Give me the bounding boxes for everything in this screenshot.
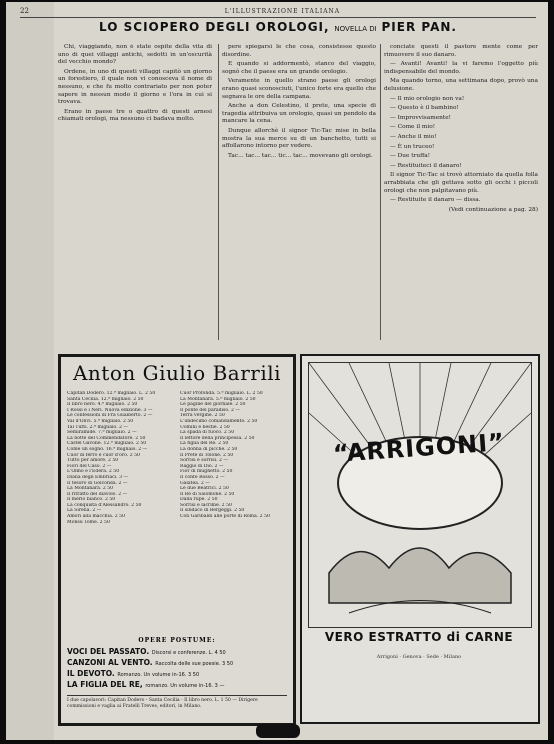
article-paragraph: Ma quando torno, una settimana dopo, provò una delusione.: [384, 78, 538, 92]
article-paragraph: — Restituite il danaro — dissa.: [390, 197, 481, 204]
article-paragraph: Chi, viaggiando, non è state ospite della vita di uno di quei villaggi antichi, sedotti in un'oscurità del vecchio mondo?: [58, 44, 212, 66]
posthumous-work: [67, 669, 287, 680]
article-author: PIER PAN.: [381, 20, 457, 34]
book-list-item: Raggio di Dio. 2 —: [180, 463, 224, 469]
arrigoni-tagline: VERO ESTRATTO di CARNE: [324, 630, 514, 644]
book-list-item: Fior di mughetto. 2 50: [180, 469, 233, 475]
page-left-margin: [6, 2, 54, 740]
article-paragraph: pere spiegarsi le che cosa, consistesse questo disordine.: [222, 44, 376, 58]
book-list-item: Santa Cecilia. 12.ª migliaio. 2 50: [67, 396, 144, 402]
article-paragraph: — Come il mio!: [390, 124, 436, 131]
posthumous-work: [67, 647, 287, 658]
article-column-3: [384, 44, 538, 344]
newspaper-page: [6, 2, 548, 740]
book-list-item: La spada di fuoco. 2 50: [180, 430, 235, 436]
article-paragraph: Dunque allorchè il signor Tic-Tac mise in bella mostra la sua merce su di un banchetto, tutti si affollarono intorno per vedere.: [222, 127, 376, 150]
book-list-item: Dalla rupe. 2 50: [180, 497, 218, 503]
barrili-list-column-1: [67, 391, 174, 635]
book-list-item: Le due Beatrici. 2 50: [180, 486, 229, 492]
article-paragraph: Veramente in quello strano paese gli orologi erano quasi sconosciuti, l'unico forte era quello che segnava le ore della campana.: [222, 78, 376, 100]
book-list-item: Il ritratto del diavolo. 2 —: [67, 491, 128, 497]
running-head: [20, 5, 536, 18]
book-list-item: Tutto per amore. 2 50: [67, 458, 119, 464]
book-list-item: La notte del Commendatore. 2 50: [67, 435, 146, 441]
posthumous-work: [67, 680, 287, 691]
article-paragraph: Erano in paese tre o quattro di questi arnesi chiamati orologi, ma nessuno ci badava molto.: [58, 108, 212, 123]
barrili-list-column-2: [180, 391, 287, 635]
article-columns: [58, 44, 536, 344]
barrili-ad-title: Anton Giulio Barrili: [72, 361, 282, 385]
work-title: CANZONI AL VENTO.: [67, 658, 156, 667]
publication-title: L'ILLUSTRAZIONE ITALIANA: [224, 7, 341, 15]
binding-mark: [256, 724, 300, 738]
book-list-item: Cuor Profonda. 5.ª migliaio. L. 2 50: [180, 391, 263, 396]
book-list-item: La Montanara. 5.ª migliaio. 2 50: [180, 396, 256, 402]
arrigoni-brand: “ARRIGONI”: [332, 428, 506, 468]
opere-postume-label: OPERE POSTUME:: [138, 637, 216, 644]
book-list-item: La donna di picche. 2 50: [180, 446, 238, 452]
book-list-item: Sorrisi e lacrime. 2 50: [180, 502, 232, 508]
barrili-book-list: [67, 391, 287, 635]
book-list-item: La Montanara. 2 50: [67, 486, 114, 492]
arrigoni-advertisement: [300, 354, 540, 724]
work-title: LA FIGLIA DEL RE,: [67, 680, 146, 689]
book-list-item: Il merlo bianco. 2 50: [67, 497, 116, 503]
book-list-item: Monsù Tomè. 2 50: [67, 519, 110, 525]
book-list-item: La Sirena. 2 —: [67, 508, 102, 514]
page-number: 22: [20, 7, 29, 15]
book-list-item: Il conte Rosso. 2 —: [180, 474, 225, 480]
book-list-item: Fiori del Caso. 2 —: [67, 463, 112, 469]
book-list-item: Val d'Olivi. 5.ª migliaio. 2 50: [67, 418, 134, 424]
work-detail: Discorsi e conferenze. L. 4 50: [151, 650, 226, 656]
book-list-item: Con Garibaldi alle porte di Roma. 2 50: [180, 514, 270, 520]
book-list-item: L'undecimo comandamento. 2 50: [180, 418, 258, 424]
book-list-item: Castel Gavone. 12.ª migliaio. 2 50: [67, 441, 147, 447]
article-title-text: LO SCIOPERO DEGLI OROLOGI,: [99, 20, 330, 34]
book-list-item: I Rossi e i Neri. Nuova edizione. 3 —: [67, 407, 153, 413]
arrigoni-illustration-frame: [308, 362, 532, 628]
arrigoni-subline: Arrigoni · Genova · Sede · Milano: [376, 654, 462, 660]
article-column-1: [58, 44, 212, 344]
book-list-item: Terra vergine. 2 50: [180, 413, 225, 419]
book-list-item: L'Olmo e l'Edera. 2 50: [67, 469, 120, 475]
book-list-item: Il tesoro di Golconda. 2 —: [67, 480, 128, 486]
work-detail: romanzo. Un volume in-16. 3 —: [145, 683, 225, 689]
article-paragraph: conciate questi il pastore mente come per rimuovere il suo danaro.: [384, 44, 538, 58]
article-paragraph: — Improvvisamente!: [390, 114, 451, 121]
posthumous-works: [67, 647, 287, 691]
book-list-item: Uomini e bestie. 2 50: [180, 424, 230, 430]
article-paragraph: Il signor Tic-Tac si trovò attorniato da quella folla arrabbiata che gli gettava sotto gli occhi i piccoli orologi che non palpitavano più.: [384, 172, 538, 194]
work-detail: Raccolta delle sue poesie. 3 50: [155, 661, 234, 667]
article-paragraph: — Due truffa!: [390, 153, 431, 160]
article-column-2: [222, 44, 376, 344]
article-paragraph: Anche a don Celestino, il prete, una specie di tragedia attribuiva un orologio, quasi un pendolo da mancare la cena.: [222, 103, 376, 125]
article-paragraph: — È un truceo!: [390, 143, 435, 150]
book-list-item: Semiramide. 7.ª migliaio. 2 —: [67, 430, 137, 436]
work-detail: Romanzo. Un volume in-16. 3 50: [117, 672, 200, 678]
article-subtitle: NOVELLA DI: [334, 25, 377, 33]
book-list-item: Galatea. 2 —: [180, 480, 210, 486]
article-paragraph: E quando si addormentò, stanco del viaggio, sognò che il paese era un grande orologio.: [222, 61, 376, 75]
article-paragraph: — Anche il mio!: [390, 133, 437, 140]
book-list-item: Il Prete di Tolone. 2 50: [180, 452, 234, 458]
book-list-item: Capitan Dodero. 12.ª migliaio. L. 2 50: [67, 391, 156, 396]
book-list-item: Le pagine del giornale. 2 50: [180, 402, 246, 408]
work-title: VOCI DEL PASSATO.: [67, 647, 152, 656]
book-list-item: Il libro nero. 4.ª migliaio. 2 50: [67, 402, 138, 408]
book-list-item: Come un sogno. 16.ª migliaio. 2 —: [67, 446, 148, 452]
book-list-item: Il ponte del paradiso. 2 —: [180, 407, 240, 413]
continuation-note: (Vedi continuazione a pag. 28): [448, 206, 538, 213]
book-list-item: Il sindaco di Bergeggi. 2 50: [180, 508, 245, 514]
posthumous-work: [67, 658, 287, 669]
sunburst-illustration: [309, 363, 531, 627]
article-paragraph: — Restituiteci il danaro!: [390, 162, 462, 169]
article-paragraph: — Il mio orologio non va!: [390, 95, 465, 102]
book-list-item: Sorrisi e sorrisi. 2 —: [180, 458, 228, 464]
article-paragraph: Tac... tac... tac... tic... tac... movevano gli orologi.: [228, 152, 373, 159]
book-list-item: Le confessioni di Fra Gualberto. 2 —: [67, 413, 153, 419]
article-title: [20, 20, 536, 40]
barrili-ad-footer: I due capolavori: Capitan Dodero - Santa Cecilia - Il libro nero. L. 1 50 — Dirigere commissioni e vaglia ai Fratelli Treves, editori, in Milano.: [67, 695, 287, 709]
article-paragraph: — Questo è il bambino!: [390, 105, 459, 112]
article-paragraph: Ordene, in uno di questi villaggi capitò un giorno un forestiero, il quale non vi conosceva il nome di nessuno, e che fu molto contrariato per non poter sapere in nessun modo il giorno e l'ora in cui si trovava.: [58, 68, 212, 106]
book-list-item: Diana degli Embriaci. 3 —: [67, 474, 129, 480]
work-title: IL DEVOTO.: [67, 669, 118, 678]
book-list-item: Il lettore della principessa. 2 50: [180, 435, 255, 441]
book-list-item: Il Re di Salomone. 2 50: [180, 491, 235, 497]
book-list-item: La conquista d'Alessandro. 2 50: [67, 502, 142, 508]
book-list-item: Amori alla macchia. 2 50: [67, 514, 125, 520]
book-list-item: Tal Tutti. 2.ª migliaio. 2 —: [67, 424, 128, 430]
article-paragraph: — Avanti! Avanti! la vi faremo l'oggetto più indispensabile del mondo.: [384, 61, 538, 75]
book-list-item: Cuor di ferro e cuor d'oro. 2 50: [67, 452, 140, 458]
barrili-advertisement: [58, 354, 296, 726]
column-rule: [380, 44, 381, 340]
book-list-item: La figlia del Re. 2 50: [180, 441, 229, 447]
column-rule: [218, 44, 219, 340]
